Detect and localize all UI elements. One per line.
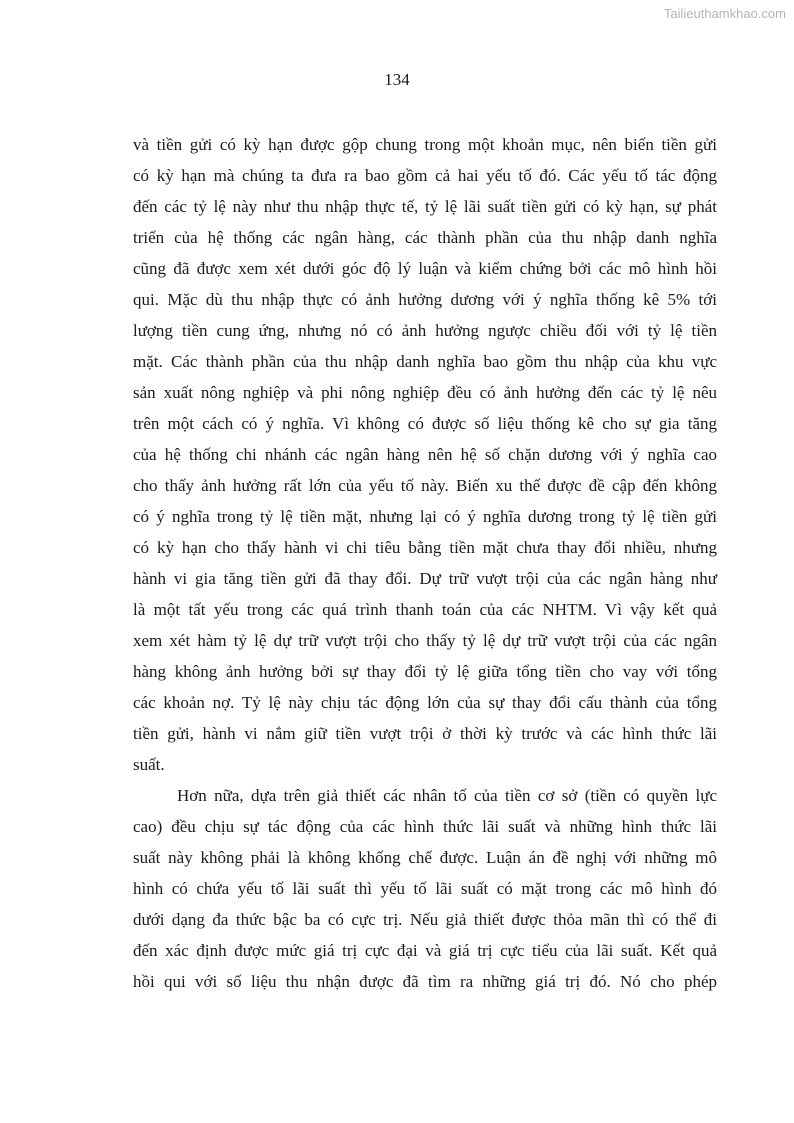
text-line: xem xét hàm tỷ lệ dự trữ vượt trội cho thấy tỷ lệ dự trữ vượt trội của các ngân [133, 631, 717, 650]
text-line: triển của hệ thống các ngân hàng, các thành phần của thu nhập danh nghĩa [133, 228, 717, 247]
text-line: cũng đã được xem xét dưới góc độ lý luận và kiểm chứng bởi các mô hình hồi [133, 259, 717, 278]
text-line: Hơn nữa, dựa trên giả thiết các nhân tố của tiền cơ sở (tiền có quyền lực [177, 786, 717, 805]
text-line: đến xác định được mức giá trị cực đại và giá trị cực tiểu của lãi suất. Kết quả [133, 941, 717, 960]
text-line: trên một cách có ý nghĩa. Vì không có được số liệu thống kê cho sự gia tăng [133, 414, 717, 433]
text-line: có ý nghĩa trong tỷ lệ tiền mặt, nhưng lại có ý nghĩa dương trong tỷ lệ tiền gửi [133, 507, 717, 526]
text-line: có kỳ hạn cho thấy hành vi chi tiêu bằng tiền mặt chưa thay đổi nhiều, nhưng [133, 538, 717, 557]
text-line: suất này không phải là không khống chế được. Luận án đề nghị với những mô [133, 848, 717, 867]
watermark: Tailieuthamkhao.com [663, 6, 786, 21]
text-line: là một tất yếu trong các quá trình thanh toán của các NHTM. Vì vậy kết quả [133, 600, 717, 619]
page-number: 134 [384, 70, 410, 89]
text-line: suất. [133, 755, 165, 774]
paragraph-2 [133, 780, 717, 997]
text-line: dưới dạng đa thức bậc ba có cực trị. Nếu giả thiết được thỏa mãn thì có thể đi [133, 910, 717, 929]
text-line: có kỳ hạn mà chúng ta đưa ra bao gồm cả hai yếu tố đó. Các yếu tố tác động [133, 166, 717, 185]
document-body [133, 129, 717, 997]
text-line: hình có chứa yếu tố lãi suất thì yếu tố lãi suất có mặt trong các mô hình đó [133, 879, 717, 898]
text-line: mặt. Các thành phần của thu nhập danh nghĩa bao gồm thu nhập của khu vực [133, 352, 717, 371]
text-line: cao) đều chịu sự tác động của các hình thức lãi suất và những hình thức lãi [133, 817, 717, 836]
paragraph-1 [133, 129, 717, 780]
text-line: các khoản nợ. Tỷ lệ này chịu tác động lớn của sự thay đổi cấu thành của tổng [133, 693, 717, 712]
text-line: và tiền gửi có kỳ hạn được gộp chung trong một khoản mục, nên biến tiền gửi [133, 135, 717, 154]
text-line: hàng không ảnh hưởng bởi sự thay đổi tỷ lệ giữa tổng tiền cho vay với tổng [133, 662, 717, 681]
text-line: hồi qui với số liệu thu nhận được đã tìm ra những giá trị đó. Nó cho phép [133, 972, 717, 991]
text-line: đến các tỷ lệ này như thu nhập thực tế, tỷ lệ lãi suất tiền gửi có kỳ hạn, sự phát [133, 197, 717, 216]
text-line: hành vi gia tăng tiền gửi đã thay đổi. Dự trữ vượt trội của các ngân hàng như [133, 569, 717, 588]
text-line: cho thấy ảnh hưởng rất lớn của yếu tố này. Biến xu thế được đề cập đến không [133, 476, 717, 495]
text-line: lượng tiền cung ứng, nhưng nó có ảnh hưởng ngược chiều đối với tỷ lệ tiền [133, 321, 717, 340]
text-line: qui. Mặc dù thu nhập thực có ảnh hưởng dương với ý nghĩa thống kê 5% tới [133, 290, 717, 309]
text-line: của hệ thống chi nhánh các ngân hàng nên hệ số chặn dương với ý nghĩa cao [133, 445, 717, 464]
text-line: tiền gửi, hành vi nắm giữ tiền vượt trội ở thời kỳ trước và các hình thức lãi [133, 724, 717, 743]
text-line: sản xuất nông nghiệp và phi nông nghiệp đều có ảnh hưởng đến các tỷ lệ nêu [133, 383, 717, 402]
